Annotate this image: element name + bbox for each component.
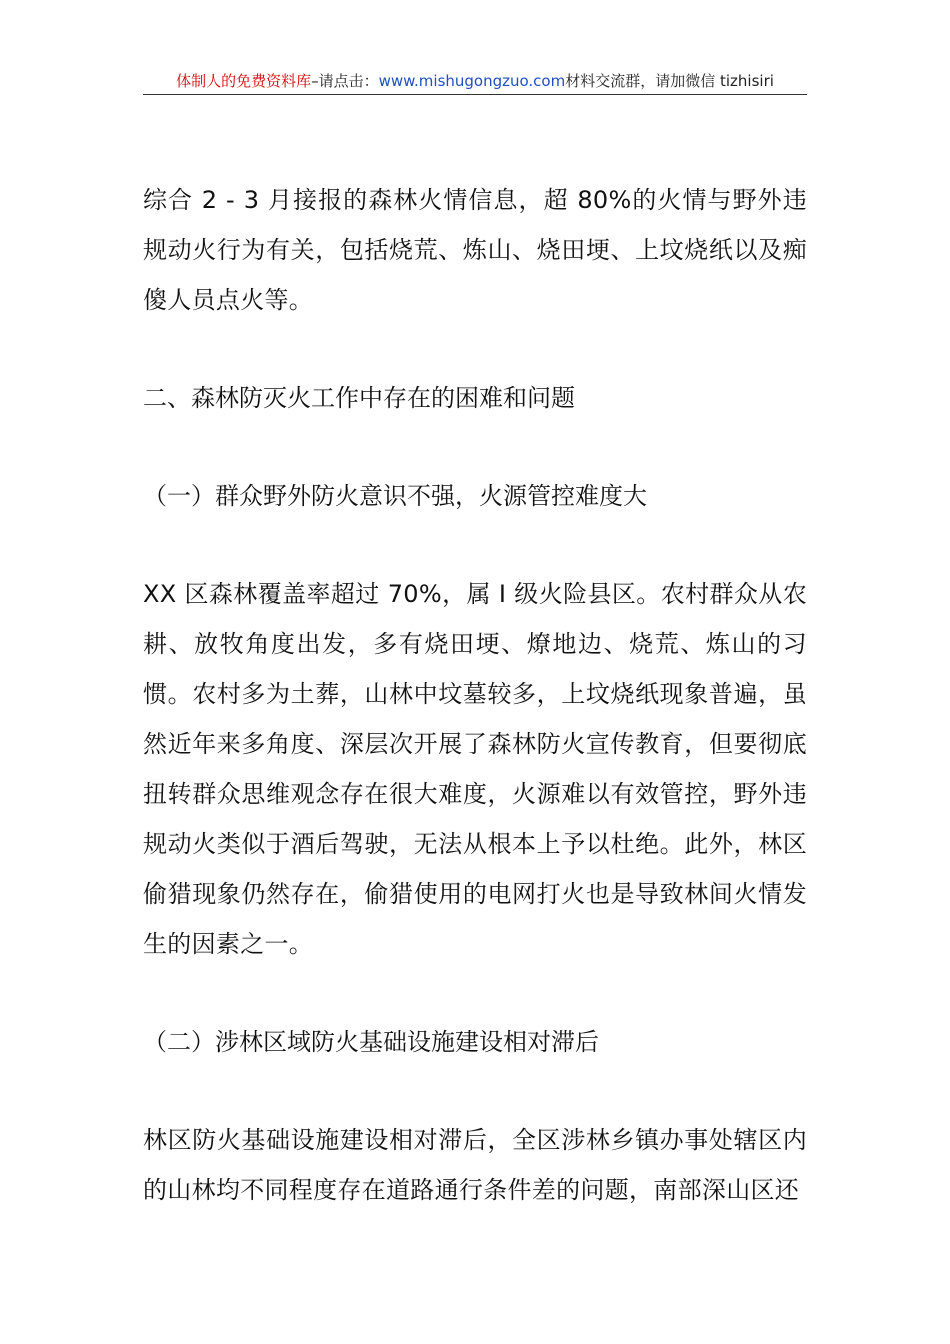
header-url-link[interactable]: www.mishugongzuo.com — [378, 72, 566, 90]
subsection-heading-2: （二）涉林区域防火基础设施建设相对滞后 — [143, 1028, 599, 1056]
header-prompt: –请点击： — [311, 72, 379, 90]
spacer — [143, 969, 807, 1017]
subsection-heading-1: （一）群众野外防火意识不强，火源管控难度大 — [143, 482, 647, 510]
section-heading-2: 二、森林防灭火工作中存在的困难和问题 — [143, 384, 575, 412]
header-tail: 材料交流群，请加微信 tizhisiri — [565, 72, 774, 90]
paragraph-infrastructure: 林区防火基础设施建设相对滞后，全区涉林乡镇办事处辖区内的山林均不同程度存在道路通行条件差的问题，南部深山区还 — [143, 1126, 807, 1204]
paragraph-fire-info: 综合 2 - 3 月接报的森林火情信息，超 80%的火情与野外违规动火行为有关，包括烧荒、炼山、烧田埂、上坟烧纸以及痴傻人员点火等。 — [143, 186, 807, 314]
document-body — [143, 175, 807, 1215]
paragraph-fire-awareness: XX 区森林覆盖率超过 70%，属 I 级火险县区。农村群众从农耕、放牧角度出发，多有烧田埂、燎地边、烧荒、炼山的习惯。农村多为土葬，山林中坟墓较多，上坟烧纸现象普遍，虽然近年来多角度、深层次开展了森林防火宣传教育，但要彻底扭转群众思维观念存在很大难度，火源难以有效管控，野外违规动火类似于酒后驾驶，无法从根本上予以杜绝。此外，林区偷猎现象仍然存在，偷猎使用的电网打火也是导致林间火情发生的因素之一。 — [143, 580, 807, 958]
header-brand: 体制人的免费资料库 — [176, 72, 312, 90]
spacer — [143, 1067, 807, 1115]
page-header — [143, 68, 807, 95]
spacer — [143, 325, 807, 373]
spacer — [143, 423, 807, 471]
spacer — [143, 521, 807, 569]
